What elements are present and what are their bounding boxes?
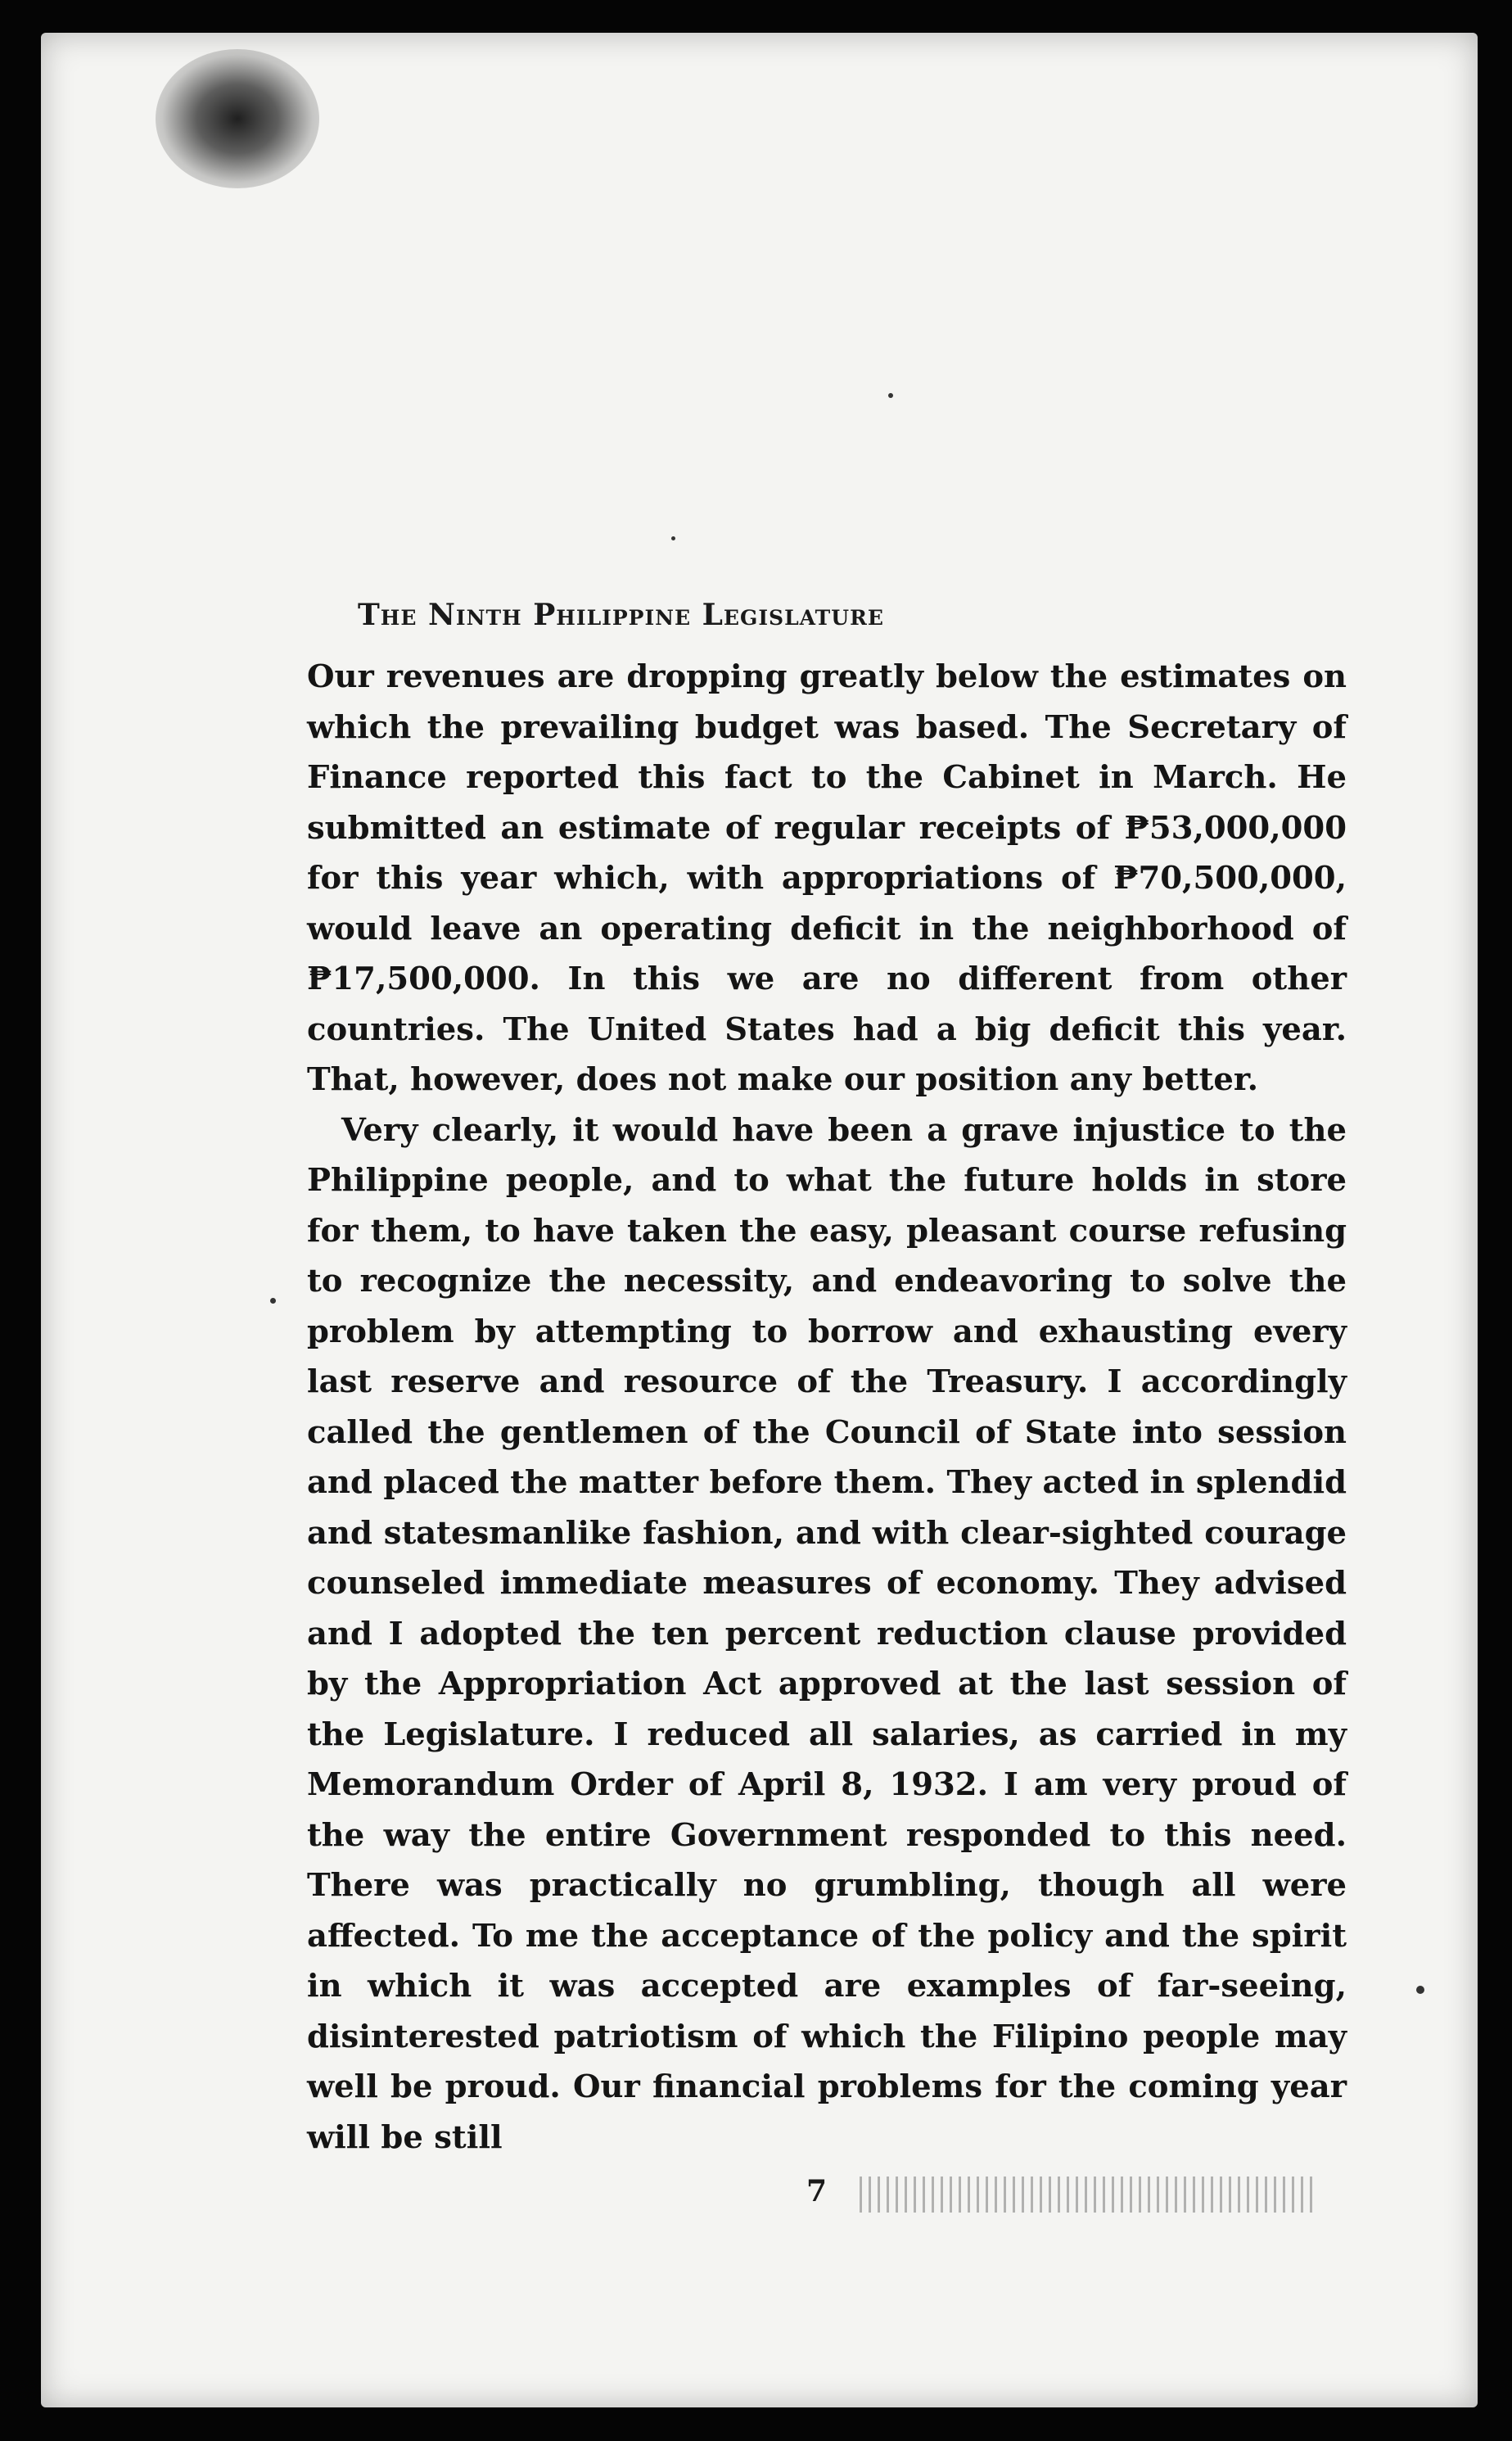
running-head: The Ninth Philippine Legislature <box>358 598 884 632</box>
print-smudge <box>860 2177 1318 2213</box>
speck <box>671 536 675 540</box>
speck <box>1416 1986 1424 1994</box>
paragraph: Very clearly, it would have been a grave injustice to the Philippine people, and to what the future holds in store for them, to have taken the easy, pleasant course refusing to recognize the necessity, and endeavoring to solve the problem by attempting to borrow and exhausting every last reserve and resource of the Treasury. I accordingly called the gentlemen of the Council of State into session and placed the matter before them. They acted in splendid and statesmanlike fashion, and with clear-sighted courage counseled immediate measures of economy. They advised and I adopted the ten percent reduction clause provided by the Appropriation Act approved at the last session of the Legislature. I reduced all salaries, as carried in my Memorandum Order of April 8, 1932. I am very proud of the way the entire Government responded to this need. There was practically no grumbling, though all were affected. To me the acceptance of the policy and the spirit in which it was accepted are examples of far-seeing, disinterested patriotism of which the Filipino people may well be proud. Our financial problems for the coming year will be still <box>307 1111 1347 2156</box>
paragraph: Our revenues are dropping greatly below the estimates on which the prevailing budget was based. The Secretary of Finance reported this fact to the Cabinet in March. He submitted an estimate of regular receipts of ₱53,000,000 for this year which, with appropriations of ₱70,500,000, would leave an operating deficit in the neighborhood of ₱17,500,000. In this we are no different from other countries. The United States had a big deficit this year. That, however, does not make our position any better. <box>307 658 1347 1098</box>
speck <box>888 393 893 398</box>
speck <box>270 1298 276 1304</box>
text-block <box>307 598 1347 2163</box>
page-number: 7 <box>806 2174 828 2208</box>
ink-stain <box>156 49 319 188</box>
document-page <box>41 33 1478 2407</box>
